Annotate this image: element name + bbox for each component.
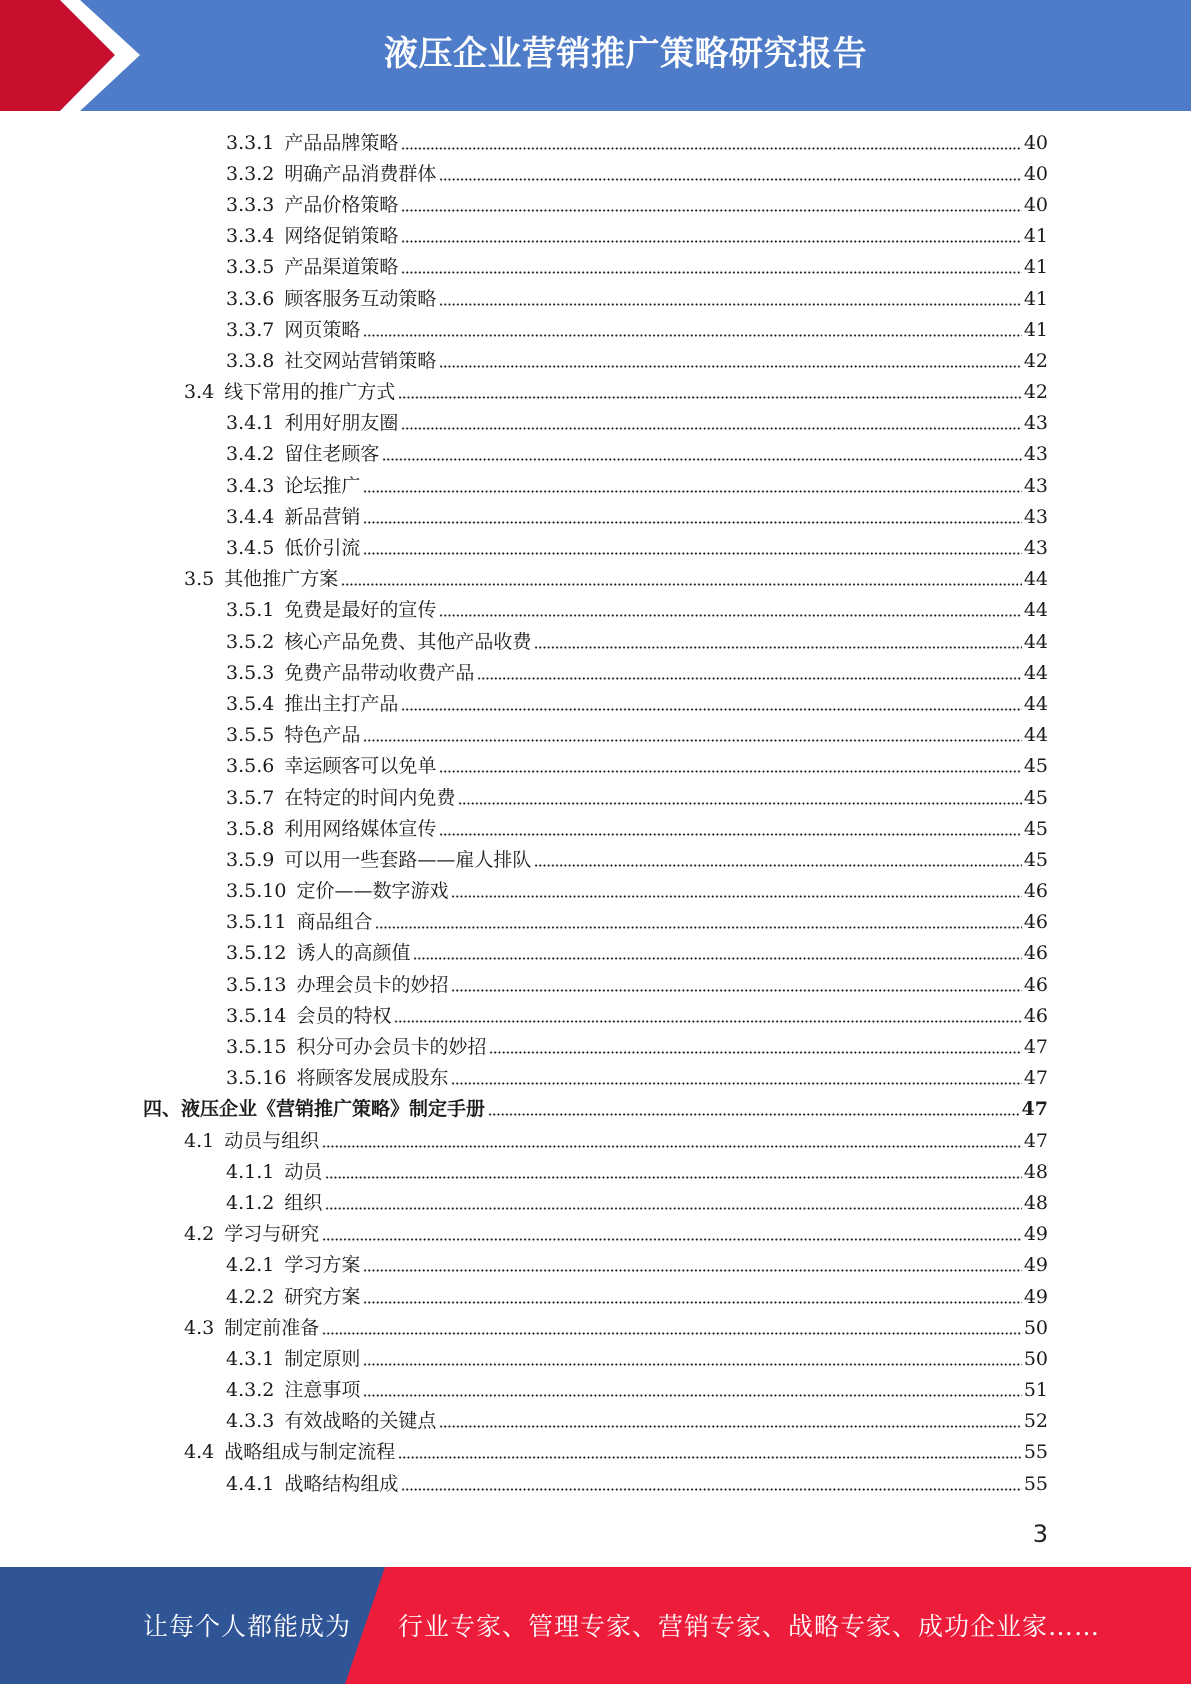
- toc-entry-page: 51: [1023, 1379, 1048, 1402]
- toc-dot-leader: [401, 130, 1021, 150]
- toc-entry-title: 战略结构组成: [284, 1472, 399, 1495]
- toc-dot-leader: [439, 286, 1021, 306]
- toc-entry[interactable]: [0, 595, 1191, 626]
- toc-entry-title: 明确产品消费群体: [284, 162, 437, 185]
- toc-entry-title: 低价引流: [284, 537, 361, 560]
- toc-entry[interactable]: [0, 876, 1191, 907]
- toc-dot-leader: [363, 1346, 1021, 1366]
- toc-entry[interactable]: [0, 657, 1191, 688]
- toc-dot-leader: [401, 1471, 1021, 1491]
- toc-entry-title: 利用好朋友圈: [284, 412, 399, 435]
- toc-entry[interactable]: [0, 408, 1191, 439]
- toc-entry-page: 41: [1023, 287, 1048, 310]
- toc-entry-number: 3.3.8: [226, 349, 275, 372]
- toc-dot-leader: [363, 473, 1021, 493]
- toc-entry-page: 44: [1023, 724, 1048, 747]
- toc-entry-number: 4.1.2: [226, 1191, 275, 1214]
- toc-entry-title: 学习方案: [284, 1254, 361, 1277]
- toc-dot-leader: [341, 566, 1022, 586]
- toc-entry-title: 社交网站营销策略: [284, 349, 437, 372]
- toc-entry-page: 46: [1023, 1004, 1048, 1027]
- toc-dot-leader: [401, 691, 1021, 711]
- toc-entry-title: 特色产品: [284, 724, 361, 747]
- table-of-contents: [0, 127, 1191, 1499]
- toc-entry[interactable]: [0, 189, 1191, 220]
- toc-entry-page: 46: [1023, 880, 1048, 903]
- toc-entry-title: 可以用一些套路——雇人排队: [284, 848, 532, 871]
- toc-entry[interactable]: [0, 1468, 1191, 1499]
- toc-dot-leader: [325, 1159, 1021, 1179]
- toc-entry-page: 45: [1023, 817, 1048, 840]
- toc-entry[interactable]: [0, 127, 1191, 158]
- toc-entry-page: 50: [1023, 1347, 1048, 1370]
- toc-entry[interactable]: [0, 1406, 1191, 1437]
- toc-entry[interactable]: [0, 907, 1191, 938]
- toc-dot-leader: [451, 972, 1021, 992]
- toc-entry-number: 3.4.5: [226, 537, 275, 560]
- toc-entry-page: 40: [1023, 162, 1048, 185]
- toc-entry-title: 四、液压企业《营销推广策略》制定手册: [143, 1098, 486, 1121]
- toc-entry[interactable]: [0, 844, 1191, 875]
- page-header-band: [0, 0, 1191, 111]
- page-number: 3: [1032, 1520, 1048, 1548]
- toc-entry-number: 3.3.5: [226, 256, 275, 279]
- toc-entry-title: 其他推广方案: [224, 568, 339, 591]
- toc-entry[interactable]: [0, 221, 1191, 252]
- toc-entry-title: 注意事项: [284, 1379, 361, 1402]
- toc-entry-number: 3.5.8: [226, 817, 275, 840]
- toc-entry[interactable]: [0, 688, 1191, 719]
- toc-dot-leader: [534, 847, 1021, 867]
- toc-entry-title: 免费是最好的宣传: [284, 599, 437, 622]
- toc-entry-title: 将顾客发展成股东: [296, 1067, 449, 1090]
- toc-entry-number: 3.5.12: [226, 942, 287, 965]
- toc-dot-leader: [489, 1034, 1021, 1054]
- toc-entry-number: 3.5.16: [226, 1067, 287, 1090]
- toc-entry-title: 会员的特权: [296, 1004, 392, 1027]
- toc-entry-number: 4.2: [184, 1223, 215, 1246]
- toc-entry-number: 4.2.1: [226, 1254, 275, 1277]
- toc-entry-title: 产品品牌策略: [284, 131, 399, 154]
- toc-entry-title: 推出主打产品: [284, 692, 399, 715]
- toc-entry-number: 3.5.1: [226, 599, 275, 622]
- toc-entry-title: 组织: [284, 1191, 323, 1214]
- toc-entry[interactable]: [0, 1312, 1191, 1343]
- toc-entry-number: 4.3.1: [226, 1347, 275, 1370]
- toc-entry[interactable]: [0, 1125, 1191, 1156]
- toc-dot-leader: [439, 597, 1021, 617]
- toc-entry-number: 3.5.10: [226, 880, 287, 903]
- toc-entry-page: 44: [1023, 599, 1048, 622]
- toc-entry-number: 3.5.15: [226, 1036, 287, 1059]
- toc-dot-leader: [439, 348, 1021, 368]
- toc-entry-number: 3.5.13: [226, 973, 287, 996]
- toc-entry[interactable]: [0, 1437, 1191, 1468]
- report-title: 液压企业营销推广策略研究报告: [384, 34, 867, 74]
- toc-entry-number: 3.5.11: [226, 911, 287, 934]
- toc-entry-page: 43: [1023, 505, 1048, 528]
- toc-entry-page: 45: [1023, 755, 1048, 778]
- toc-dot-leader: [322, 1315, 1022, 1335]
- toc-dot-leader: [363, 1284, 1021, 1304]
- toc-entry[interactable]: [0, 1250, 1191, 1281]
- toc-dot-leader: [439, 816, 1021, 836]
- footer-slogan-left: 让每个人都能成为: [143, 1612, 352, 1641]
- toc-entry-page: 55: [1023, 1441, 1048, 1464]
- toc-dot-leader: [363, 535, 1021, 555]
- toc-dot-leader: [439, 1408, 1021, 1428]
- toc-entry-page: 48: [1023, 1191, 1048, 1214]
- toc-entry-number: 3.3.7: [226, 318, 275, 341]
- toc-entry-page: 47: [1023, 1036, 1048, 1059]
- toc-entry-number: 3.5.14: [226, 1004, 287, 1027]
- toc-entry[interactable]: [0, 283, 1191, 314]
- toc-entry-number: 3.5: [184, 568, 215, 591]
- toc-entry-number: 3.3.6: [226, 287, 275, 310]
- toc-entry[interactable]: [0, 1343, 1191, 1374]
- toc-dot-leader: [322, 1128, 1022, 1148]
- toc-entry-page: 40: [1023, 131, 1048, 154]
- toc-entry-title: 制定前准备: [224, 1316, 320, 1339]
- toc-entry-number: 4.2.2: [226, 1285, 275, 1308]
- toc-entry-title: 网页策略: [284, 318, 361, 341]
- toc-entry-number: 4.4.1: [226, 1472, 275, 1495]
- toc-dot-leader: [363, 1377, 1021, 1397]
- toc-entry-page: 43: [1023, 474, 1048, 497]
- toc-entry-page: 41: [1023, 225, 1048, 248]
- toc-entry-number: 3.4.2: [226, 443, 275, 466]
- toc-dot-leader: [458, 785, 1021, 805]
- toc-entry[interactable]: [0, 969, 1191, 1000]
- toc-entry-number: 4.1.1: [226, 1160, 275, 1183]
- toc-entry-page: 44: [1023, 568, 1048, 591]
- toc-entry-title: 动员与组织: [224, 1129, 320, 1152]
- toc-entry-number: 4.3: [184, 1316, 215, 1339]
- toc-entry-title: 免费产品带动收费产品: [284, 661, 475, 684]
- toc-entry[interactable]: [0, 501, 1191, 532]
- toc-entry[interactable]: [0, 377, 1191, 408]
- toc-entry-page: 45: [1023, 848, 1048, 871]
- toc-dot-leader: [451, 878, 1021, 898]
- page-footer-band: [0, 1567, 1191, 1684]
- toc-dot-leader: [477, 660, 1021, 680]
- toc-dot-leader: [401, 254, 1021, 274]
- toc-entry-title: 诱人的高颜值: [296, 942, 411, 965]
- toc-dot-leader: [398, 1439, 1022, 1459]
- toc-entry[interactable]: [0, 439, 1191, 470]
- toc-entry-title: 顾客服务互动策略: [284, 287, 437, 310]
- toc-entry-page: 42: [1023, 381, 1048, 404]
- toc-entry-page: 43: [1023, 443, 1048, 466]
- toc-dot-leader: [363, 317, 1021, 337]
- toc-entry[interactable]: [0, 1000, 1191, 1031]
- toc-entry-number: 3.5.4: [226, 692, 275, 715]
- toc-entry-title: 研究方案: [284, 1285, 361, 1308]
- toc-entry-page: 43: [1023, 537, 1048, 560]
- toc-entry-page: 42: [1023, 349, 1048, 372]
- toc-entry[interactable]: [0, 1156, 1191, 1187]
- toc-dot-leader: [394, 1003, 1021, 1023]
- toc-entry-page: 48: [1023, 1160, 1048, 1183]
- toc-entry-page: 49: [1023, 1223, 1048, 1246]
- toc-entry-number: 3.5.9: [226, 848, 275, 871]
- toc-entry-page: 46: [1023, 942, 1048, 965]
- toc-entry-title: 核心产品免费、其他产品收费: [284, 630, 532, 653]
- toc-entry[interactable]: [0, 1219, 1191, 1250]
- toc-entry-title: 积分可办会员卡的妙招: [296, 1036, 487, 1059]
- toc-entry-page: 49: [1023, 1254, 1048, 1277]
- toc-entry-number: 3.3.1: [226, 131, 275, 154]
- toc-dot-leader: [401, 410, 1021, 430]
- toc-entry-title: 利用网络媒体宣传: [284, 817, 437, 840]
- toc-entry-number: 4.1: [184, 1129, 215, 1152]
- toc-entry-number: 3.3.4: [226, 225, 275, 248]
- toc-entry[interactable]: [0, 1281, 1191, 1312]
- toc-dot-leader: [439, 161, 1021, 181]
- toc-dot-leader: [363, 722, 1021, 742]
- toc-entry[interactable]: [0, 314, 1191, 345]
- toc-dot-leader: [534, 629, 1021, 649]
- toc-entry[interactable]: [0, 1094, 1191, 1125]
- toc-entry-page: 49: [1023, 1285, 1048, 1308]
- toc-dot-leader: [398, 379, 1022, 399]
- toc-entry-number: 3.5.6: [226, 755, 275, 778]
- toc-entry-number: 3.4: [184, 381, 215, 404]
- toc-entry-number: 3.4.1: [226, 412, 275, 435]
- toc-entry-page: 52: [1023, 1410, 1048, 1433]
- footer-slogan-right: 行业专家、管理专家、营销专家、战略专家、成功企业家……: [398, 1612, 1101, 1641]
- toc-entry[interactable]: [0, 1063, 1191, 1094]
- toc-dot-leader: [439, 753, 1021, 773]
- toc-entry[interactable]: [0, 345, 1191, 376]
- toc-entry-page: 40: [1023, 193, 1048, 216]
- toc-entry-title: 在特定的时间内免费: [284, 786, 456, 809]
- toc-entry[interactable]: [0, 158, 1191, 189]
- toc-entry-title: 定价——数字游戏: [296, 880, 449, 903]
- toc-entry[interactable]: [0, 813, 1191, 844]
- toc-entry-page: 47: [1023, 1067, 1048, 1090]
- toc-entry-title: 论坛推广: [284, 474, 361, 497]
- toc-dot-leader: [413, 940, 1021, 960]
- toc-dot-leader: [382, 441, 1021, 461]
- toc-entry-page: 55: [1023, 1472, 1048, 1495]
- toc-entry-title: 有效战略的关键点: [284, 1410, 437, 1433]
- toc-entry-title: 留住老顾客: [284, 443, 380, 466]
- toc-entry-number: 3.4.3: [226, 474, 275, 497]
- toc-entry-title: 学习与研究: [224, 1223, 320, 1246]
- toc-entry-number: 4.3.2: [226, 1379, 275, 1402]
- toc-entry-title: 产品渠道策略: [284, 256, 399, 279]
- header-chevron-decoration: [0, 0, 200, 111]
- toc-entry-number: 4.3.3: [226, 1410, 275, 1433]
- toc-entry-page: 44: [1023, 661, 1048, 684]
- toc-entry[interactable]: [0, 720, 1191, 751]
- toc-dot-leader: [401, 192, 1021, 212]
- toc-entry-number: 3.5.2: [226, 630, 275, 653]
- toc-entry[interactable]: [0, 782, 1191, 813]
- toc-entry-page: 45: [1023, 786, 1048, 809]
- toc-dot-leader: [401, 223, 1021, 243]
- toc-entry-title: 产品价格策略: [284, 193, 399, 216]
- toc-entry-title: 动员: [284, 1160, 323, 1183]
- toc-entry-title: 新品营销: [284, 505, 361, 528]
- toc-entry[interactable]: [0, 751, 1191, 782]
- toc-dot-leader: [451, 1065, 1021, 1085]
- toc-entry[interactable]: [0, 1375, 1191, 1406]
- toc-dot-leader: [363, 504, 1021, 524]
- toc-entry[interactable]: [0, 938, 1191, 969]
- toc-entry-title: 制定原则: [284, 1347, 361, 1370]
- toc-entry-number: 3.3.3: [226, 193, 275, 216]
- toc-entry-title: 网络促销策略: [284, 225, 399, 248]
- toc-entry-number: 3.4.4: [226, 505, 275, 528]
- toc-dot-leader: [375, 909, 1021, 929]
- toc-entry-title: 线下常用的推广方式: [224, 381, 396, 404]
- toc-entry-page: 44: [1023, 630, 1048, 653]
- toc-entry-page: 44: [1023, 692, 1048, 715]
- toc-entry-page: 43: [1023, 412, 1048, 435]
- toc-entry[interactable]: [0, 626, 1191, 657]
- toc-dot-leader: [363, 1252, 1021, 1272]
- toc-entry[interactable]: [0, 532, 1191, 563]
- toc-entry-page: 46: [1023, 973, 1048, 996]
- toc-entry-page: 41: [1023, 256, 1048, 279]
- toc-entry-page: 46: [1023, 911, 1048, 934]
- toc-entry-number: 4.4: [184, 1441, 215, 1464]
- toc-dot-leader: [325, 1190, 1021, 1210]
- toc-entry-number: 3.5.7: [226, 786, 275, 809]
- toc-entry[interactable]: [0, 564, 1191, 595]
- toc-entry[interactable]: [0, 470, 1191, 501]
- toc-entry[interactable]: [0, 1031, 1191, 1062]
- toc-dot-leader: [488, 1096, 1020, 1116]
- toc-entry-number: 3.5.3: [226, 661, 275, 684]
- toc-entry-page: 41: [1023, 318, 1048, 341]
- toc-entry-title: 商品组合: [296, 911, 373, 934]
- toc-entry[interactable]: [0, 1187, 1191, 1218]
- toc-entry-page: 47: [1023, 1129, 1048, 1152]
- toc-entry-title: 战略组成与制定流程: [224, 1441, 396, 1464]
- toc-entry-page: 47: [1021, 1098, 1048, 1121]
- toc-entry[interactable]: [0, 252, 1191, 283]
- toc-entry-number: 3.3.2: [226, 162, 275, 185]
- toc-entry-title: 办理会员卡的妙招: [296, 973, 449, 996]
- toc-entry-page: 50: [1023, 1316, 1048, 1339]
- toc-entry-number: 3.5.5: [226, 724, 275, 747]
- toc-entry-title: 幸运顾客可以免单: [284, 755, 437, 778]
- toc-dot-leader: [322, 1221, 1022, 1241]
